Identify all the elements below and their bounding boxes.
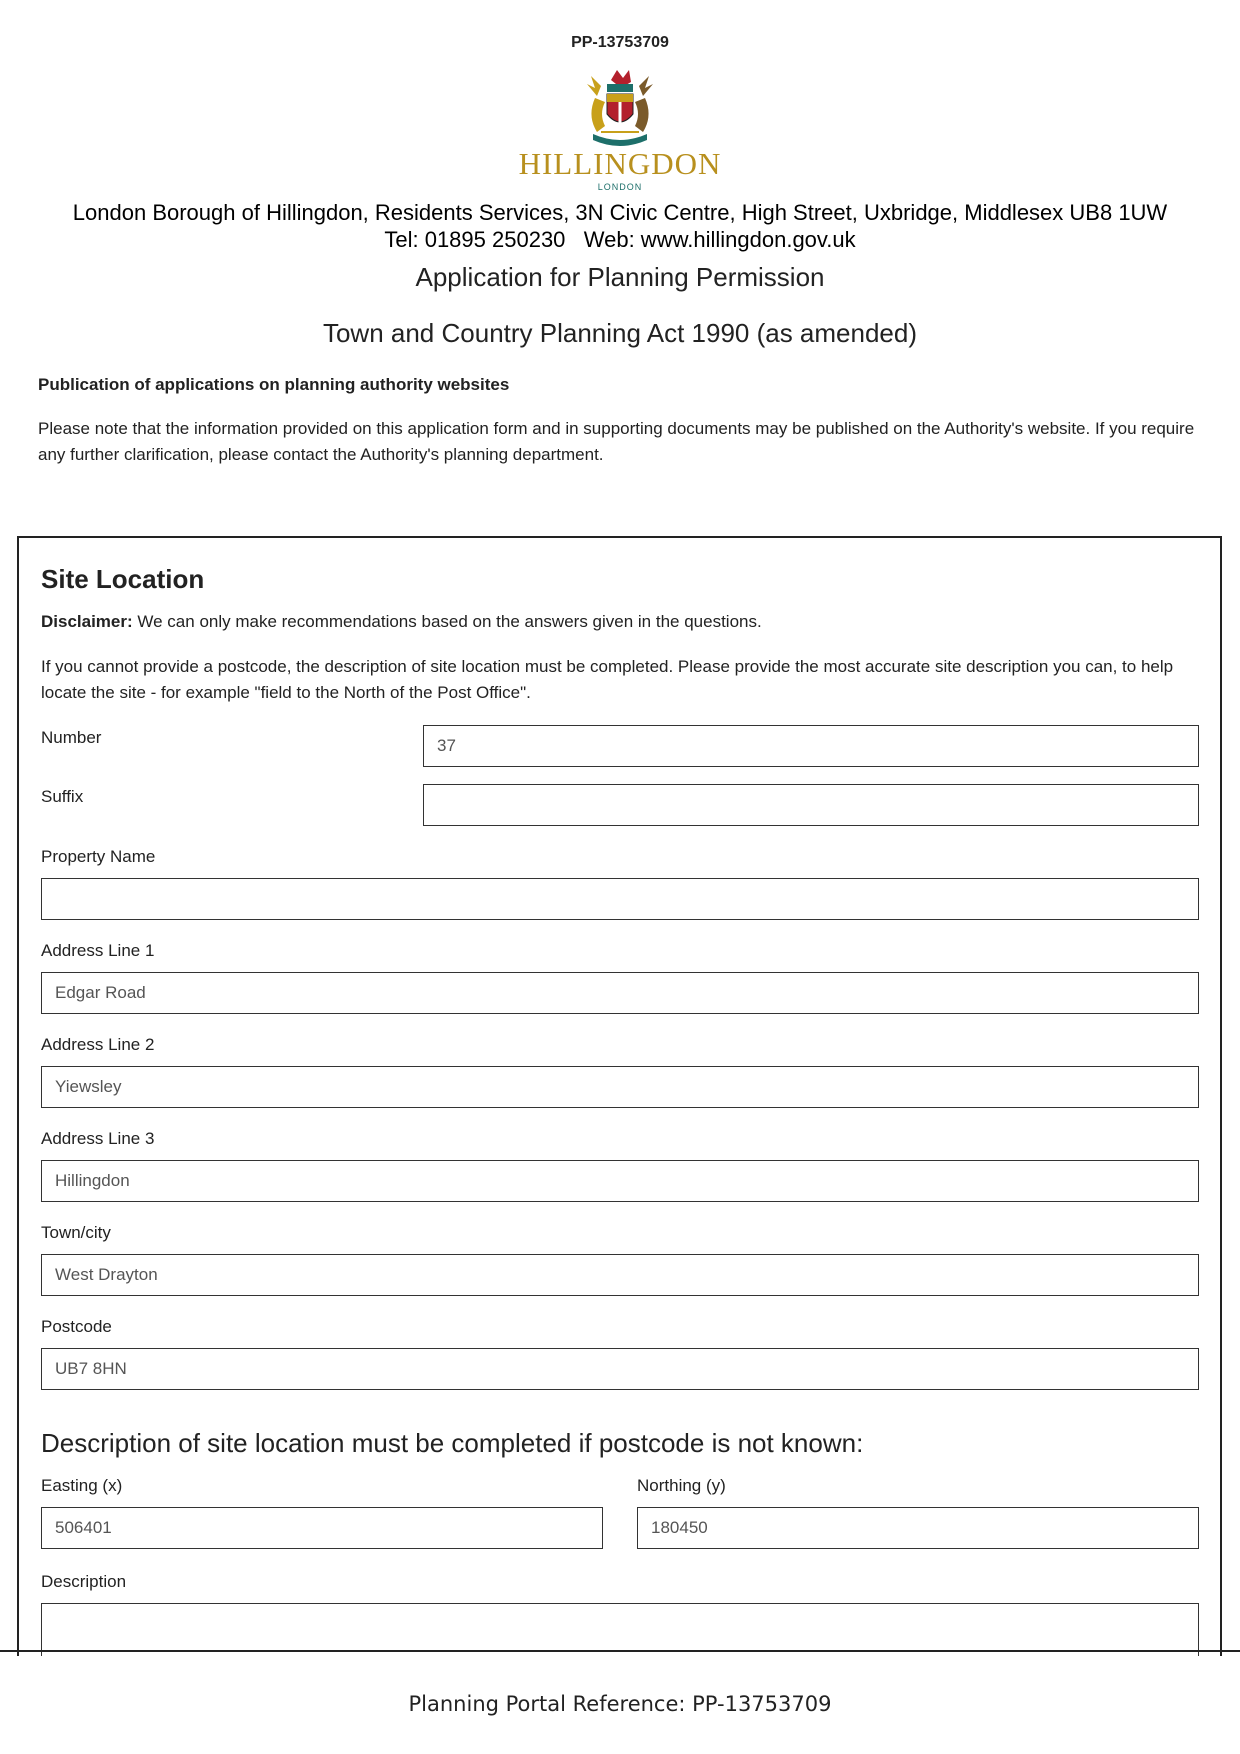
suffix-field[interactable]: [423, 784, 1199, 826]
suffix-label: Suffix: [41, 787, 84, 806]
page-reference: PP-13753709: [571, 34, 669, 51]
council-contact: Tel: 01895 250230 Web: www.hillingdon.gov.uk: [384, 227, 856, 252]
council-address: London Borough of Hillingdon, Residents Services, 3N Civic Centre, High Street, Uxbridge, Middlesex UB8 1UW: [72, 200, 1168, 225]
site-location-section: [17, 536, 1222, 1656]
disclaimer: [41, 612, 762, 632]
description-heading: Description of site location must be completed if postcode is not known:: [41, 1428, 864, 1458]
address-line-2-field[interactable]: Yiewsley: [41, 1066, 1199, 1108]
publication-text: Please note that the information provided on this application form and in supporting documents may be published on the Authority's website. If you require any further clarification, please contact the Authority's planning department.: [38, 419, 1195, 464]
disclaimer-label: Disclaimer:: [41, 612, 133, 631]
easting-field[interactable]: 506401: [41, 1507, 603, 1549]
disclaimer-text: We can only make recommendations based on the answers given in the questions.: [132, 612, 762, 631]
postcode-field[interactable]: UB7 8HN: [41, 1348, 1199, 1390]
description-label: Description: [41, 1572, 127, 1591]
coat-of-arms-icon: [577, 66, 663, 150]
page-subtitle: Town and Country Planning Act 1990 (as amended): [322, 318, 918, 348]
instruction-text: If you cannot provide a postcode, the description of site location must be completed. Please provide the most accurate site description you can, to help locate the site - for example "field to the North of the Post Office".: [41, 657, 1174, 702]
logo-wordmark: HILLINGDON: [518, 146, 722, 181]
northing-label: Northing (y): [637, 1476, 726, 1495]
section-title: Site Location: [41, 564, 205, 594]
number-field[interactable]: 37: [423, 725, 1199, 767]
number-label: Number: [41, 728, 102, 747]
description-field[interactable]: [41, 1603, 1199, 1656]
easting-label: Easting (x): [41, 1476, 123, 1495]
footer-divider: [0, 1650, 1240, 1652]
northing-field[interactable]: 180450: [637, 1507, 1199, 1549]
address-line-1-label: Address Line 1: [41, 941, 155, 960]
address-line-1-field[interactable]: Edgar Road: [41, 972, 1199, 1014]
address-line-2-label: Address Line 2: [41, 1035, 155, 1054]
page-title: Application for Planning Permission: [415, 262, 825, 292]
logo-subtext: LONDON: [597, 182, 643, 192]
publication-heading: Publication of applications on planning authority websites: [38, 375, 510, 394]
council-logo: [515, 66, 725, 196]
postcode-label: Postcode: [41, 1317, 112, 1336]
property-name-label: Property Name: [41, 847, 156, 866]
property-name-field[interactable]: [41, 878, 1199, 920]
address-line-3-label: Address Line 3: [41, 1129, 155, 1148]
footer-reference: Planning Portal Reference: PP-13753709: [408, 1692, 832, 1716]
town-city-field[interactable]: West Drayton: [41, 1254, 1199, 1296]
address-line-3-field[interactable]: Hillingdon: [41, 1160, 1199, 1202]
town-city-label: Town/city: [41, 1223, 111, 1242]
